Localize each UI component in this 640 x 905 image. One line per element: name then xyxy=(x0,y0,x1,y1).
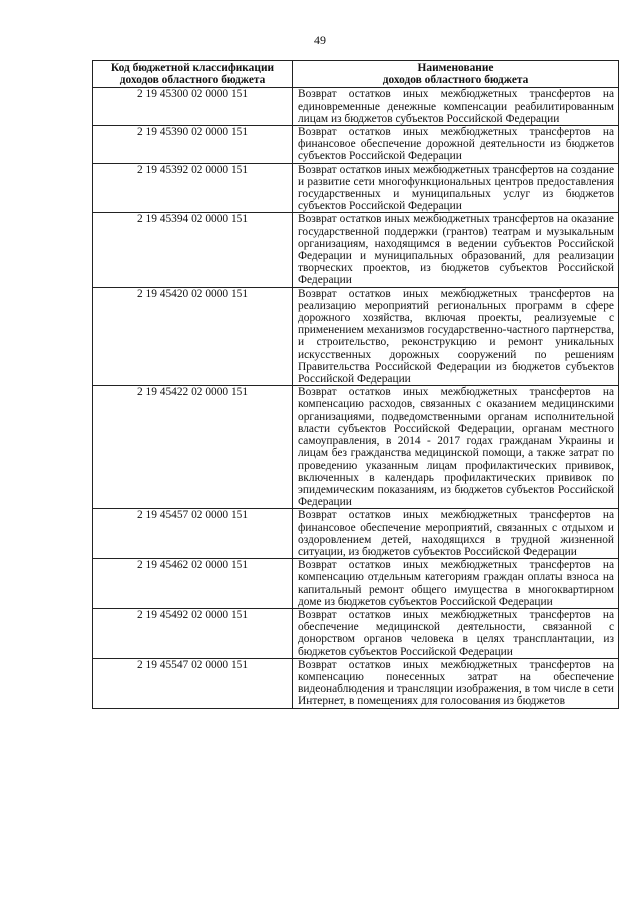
row-code: 2 19 45300 02 0000 151 xyxy=(93,88,293,126)
row-code: 2 19 45390 02 0000 151 xyxy=(93,126,293,164)
header-name-line-1: Наименование xyxy=(417,62,494,74)
row-code: 2 19 45547 02 0000 151 xyxy=(93,658,293,708)
budget-classification-table xyxy=(92,60,619,709)
page-number: 49 xyxy=(314,33,326,47)
table-row xyxy=(93,163,619,213)
row-name: Возврат остатков иных межбюджетных трансфертов на реализацию мероприятий региональных программ в сфере дорожного хозяйства, включая проекты, реализуемые с применением механизмов государственно-частного партнерства, и строительство, реконструкцию и ремонт уникальных искусственных дорожных сооружений по решениям Правительства Российской Федерации из бюджетов субъектов Российской Федерации xyxy=(293,287,619,386)
table-row xyxy=(93,658,619,708)
table-row xyxy=(93,287,619,386)
table-row xyxy=(93,608,619,658)
row-name: Возврат остатков иных межбюджетных трансфертов на компенсацию понесенных затрат на обеспечение видеонаблюдения и трансляции изображения, в том числе в сети Интернет, в помещениях для голосования из бюджетов xyxy=(293,658,619,708)
row-code: 2 19 45392 02 0000 151 xyxy=(93,163,293,213)
row-name: Возврат остатков иных межбюджетных трансфертов на обеспечение медицинской деятельности, связанной с донорством органов человека в целях трансплантации, из бюджетов субъектов Российской Федерации xyxy=(293,608,619,658)
row-name: Возврат остатков иных межбюджетных трансфертов на оказание государственной поддержки (грантов) театрам и музыкальным организациям, находящимся в ведении субъектов Российской Федерации и муниципальных образований, для реализации творческих проектов, из бюджетов субъектов Российской Федерации xyxy=(293,213,619,287)
row-code: 2 19 45422 02 0000 151 xyxy=(93,386,293,509)
table-row xyxy=(93,88,619,126)
header-name xyxy=(293,61,619,88)
table-row xyxy=(93,126,619,164)
row-name: Возврат остатков иных межбюджетных трансфертов на единовременные денежные компенсации реабилитированным лицам из бюджетов субъектов Российской Федерации xyxy=(293,88,619,126)
table-row xyxy=(93,559,619,609)
row-code: 2 19 45457 02 0000 151 xyxy=(93,509,293,559)
row-name: Возврат остатков иных межбюджетных трансфертов на компенсацию отдельным категориям граждан оплаты взноса на капитальный ремонт общего имущества в многоквартирном доме из бюджетов субъектов Российской Федерации xyxy=(293,559,619,609)
row-code: 2 19 45492 02 0000 151 xyxy=(93,608,293,658)
row-name: Возврат остатков иных межбюджетных трансфертов на финансовое обеспечение мероприятий, связанных с отдыхом и оздоровлением детей, находящихся в трудной жизненной ситуации, из бюджетов субъектов Российской Федерации xyxy=(293,509,619,559)
row-name: Возврат остатков иных межбюджетных трансфертов на компенсацию расходов, связанных с оказанием медицинскими организациями, подведомственными органам исполнительной власти субъектов Российской Федерации, органам местного самоуправления, в 2014 - 2017 годах гражданам Украины и лицам без гражданства медицинской помощи, а также затрат по проведению указанным лицам профилактических прививок, включенных в календарь профилактических прививок по эпидемическим показаниям, из бюджетов субъектов Российской Федерации xyxy=(293,386,619,509)
row-name: Возврат остатков иных межбюджетных трансфертов на создание и развитие сети многофункциональных центров предоставления государственных и муниципальных услуг из бюджетов субъектов Российской Федерации xyxy=(293,163,619,213)
table-header-row xyxy=(93,61,619,88)
header-code-line-1: Код бюджетной классификации xyxy=(110,62,275,74)
table-row xyxy=(93,509,619,559)
row-code: 2 19 45462 02 0000 151 xyxy=(93,559,293,609)
header-name-line-2: доходов областного бюджета xyxy=(382,74,529,87)
header-code-line-2: доходов областного бюджета xyxy=(119,74,266,87)
row-code: 2 19 45420 02 0000 151 xyxy=(93,287,293,386)
header-code xyxy=(93,61,293,88)
table-row xyxy=(93,213,619,287)
row-code: 2 19 45394 02 0000 151 xyxy=(93,213,293,287)
row-name: Возврат остатков иных межбюджетных трансфертов на финансовое обеспечение дорожной деятельности из бюджетов субъектов Российской Федерации xyxy=(293,126,619,164)
table-row xyxy=(93,386,619,509)
